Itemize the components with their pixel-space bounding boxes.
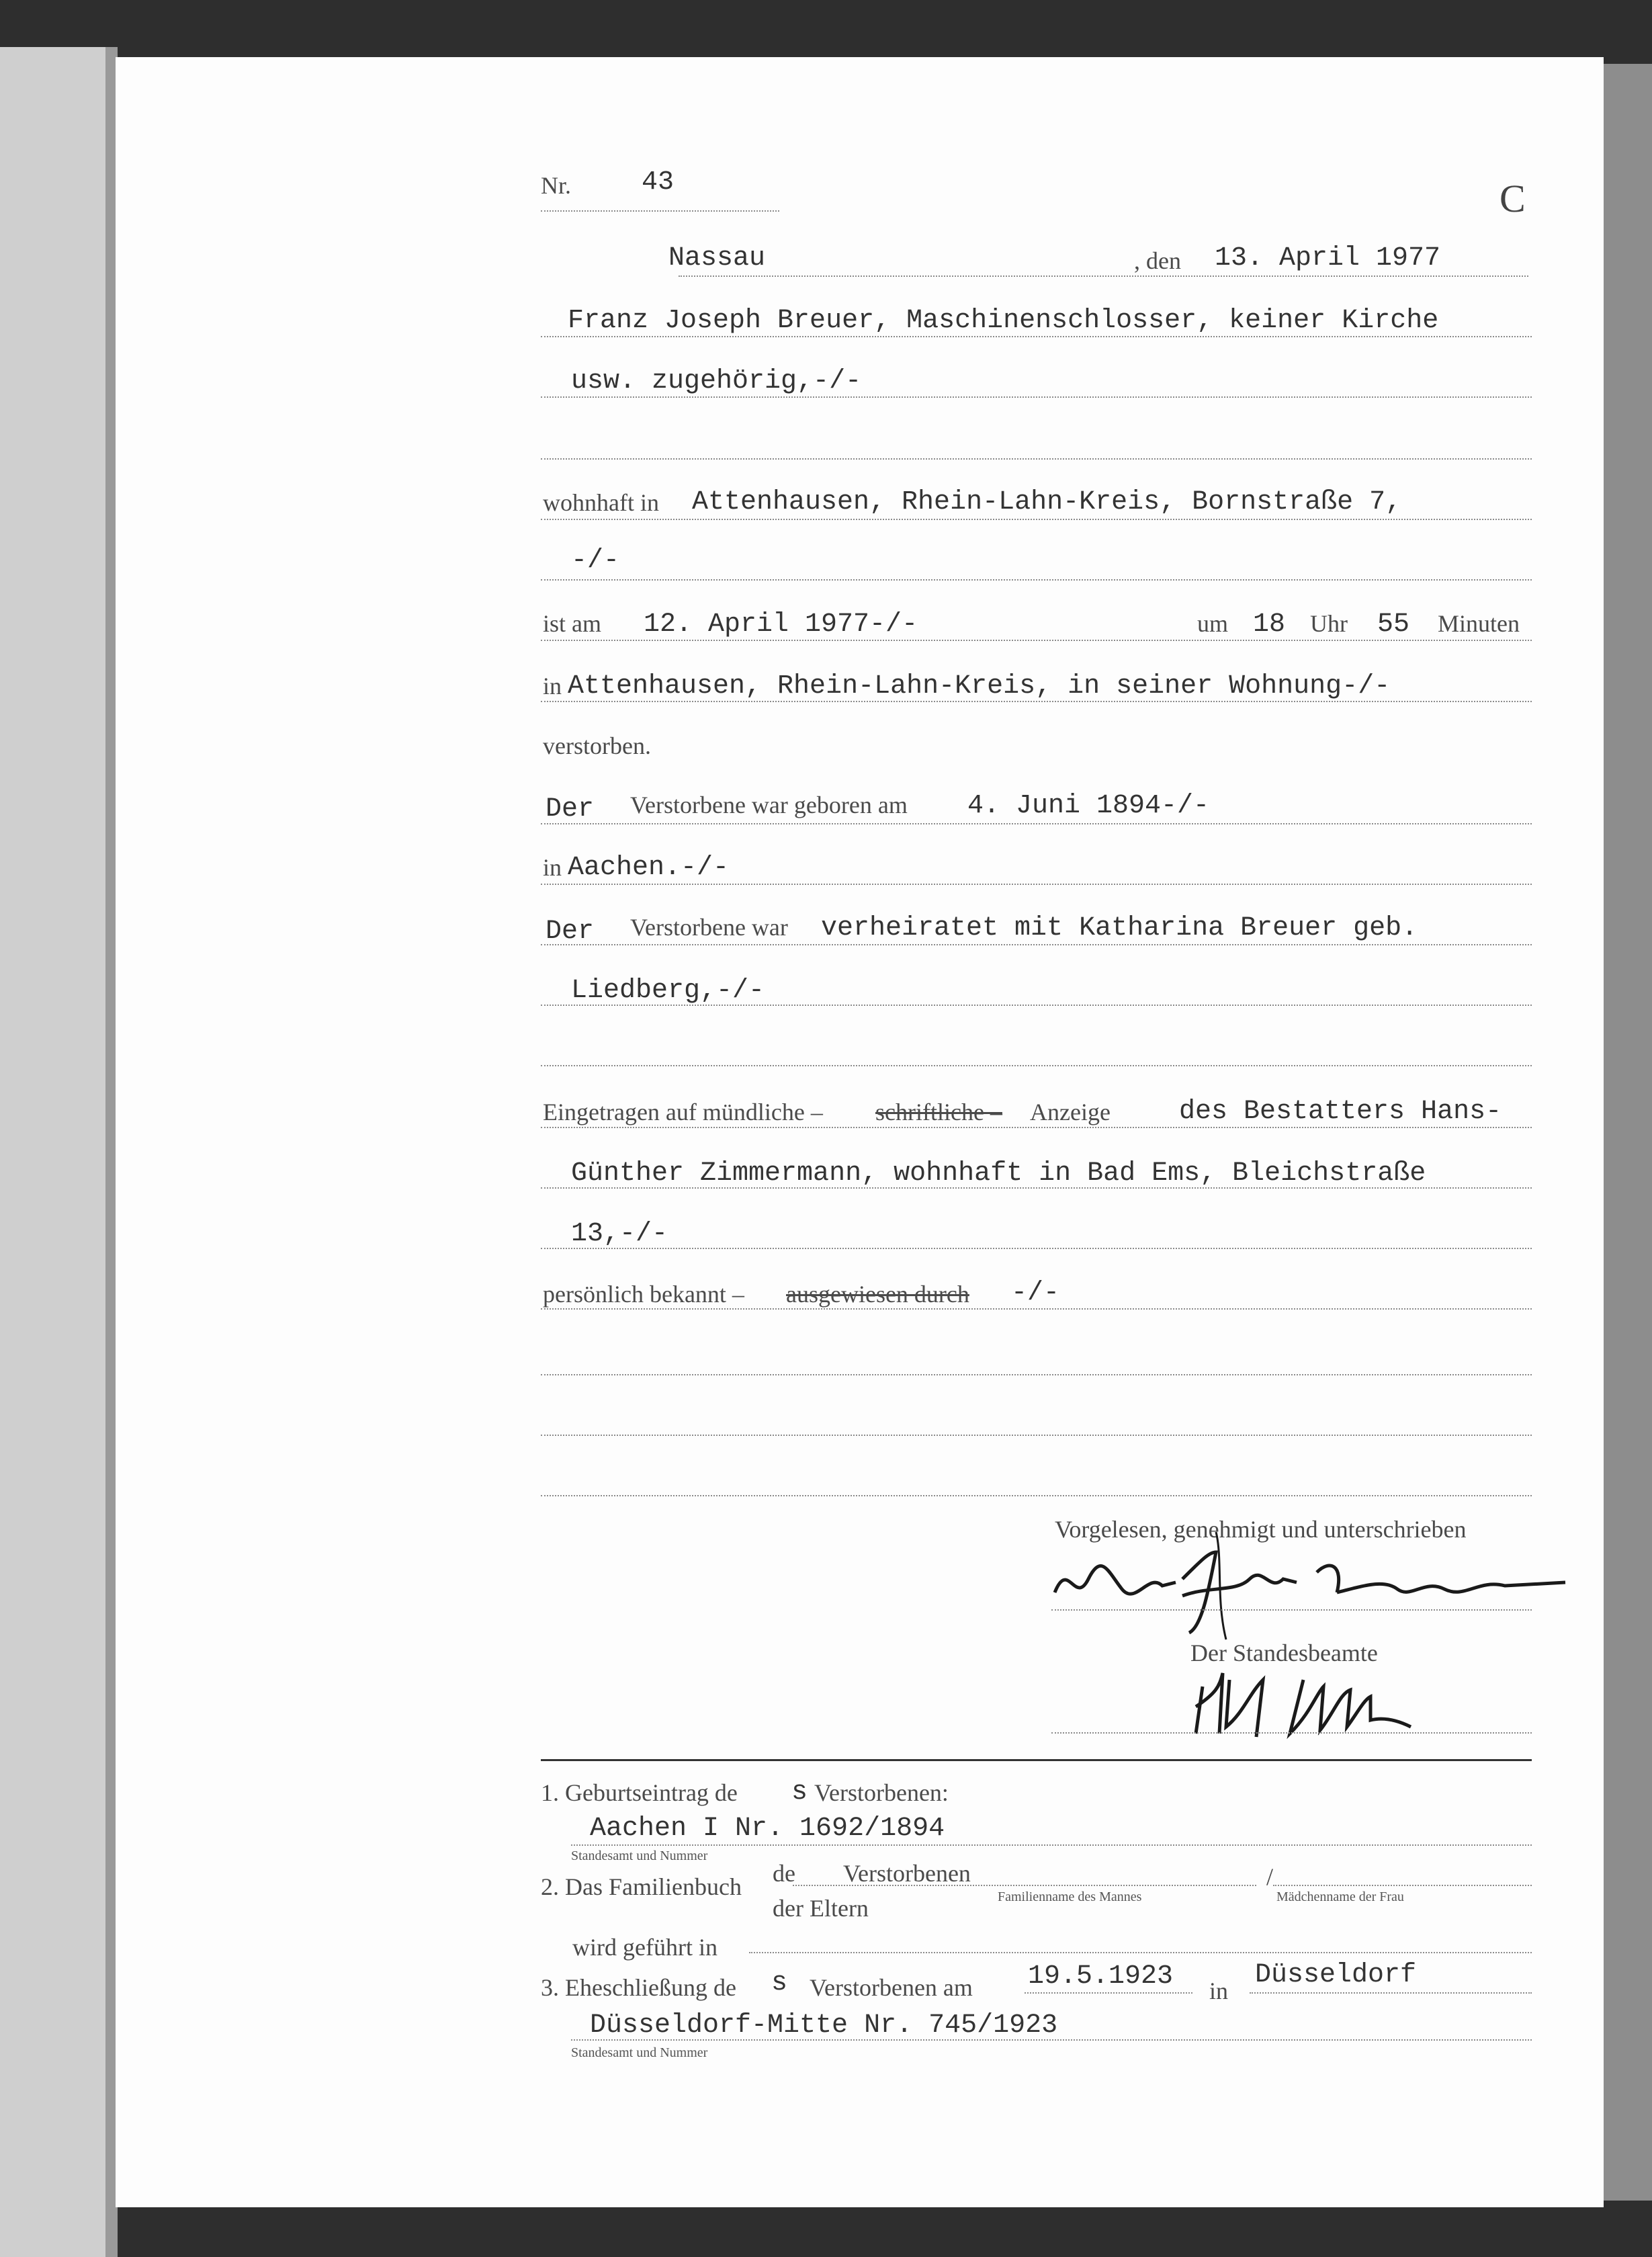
right-page-edge [1599, 64, 1652, 2201]
birth-place: Aachen.-/- [568, 853, 730, 883]
eingetragen-label: Eingetragen auf mündliche – [543, 1099, 823, 1125]
minuten-label: Minuten [1438, 610, 1520, 637]
deceased-line-1: Franz Joseph Breuer, Maschinenschlosser, keiner Kirche [568, 306, 1439, 336]
informant-line-3: 13,-/- [571, 1219, 668, 1249]
line-14 [541, 1187, 1532, 1189]
note3-line [571, 2039, 1532, 2041]
in-label: in [543, 673, 562, 699]
death-hour: 18 [1253, 609, 1286, 640]
line-9 [541, 884, 1532, 885]
verstorbene-war-label: Verstorbene war [630, 914, 788, 941]
death-place: Attenhausen, Rhein-Lahn-Kreis, in seiner Wohnung-/- [568, 671, 1391, 701]
line-10 [541, 944, 1532, 945]
birth-date: 4. Juni 1894-/- [967, 791, 1210, 821]
married-line-2: Liedberg,-/- [571, 976, 765, 1006]
marriage-registry: Düsseldorf-Mitte Nr. 745/1923 [590, 2010, 1058, 2041]
note2-de: de [773, 1860, 795, 1887]
register-date: 13. April 1977 [1215, 243, 1441, 273]
line-8 [541, 823, 1532, 824]
place: Nassau [668, 243, 766, 273]
in-label-2: in [543, 854, 562, 881]
note2-line [793, 1885, 1256, 1886]
gefuehrt-line [749, 1952, 1532, 1953]
death-date: 12. April 1977-/- [644, 609, 918, 640]
note2-eltern: der Eltern [773, 1895, 869, 1922]
note3-s: s [771, 1968, 788, 1998]
maedchenname-label: Mädchenname der Frau [1276, 1889, 1404, 1904]
sign-line-1 [1051, 1609, 1532, 1611]
informant-signature [1048, 1532, 1572, 1639]
left-page-edge [0, 47, 118, 2257]
note3-in: in [1209, 1977, 1229, 2004]
schriftliche-struck: schriftliche – [875, 1099, 1002, 1125]
note3-rest: Verstorbenen am [810, 1974, 973, 2001]
note2-value: Verstorbenen [843, 1860, 971, 1887]
vorgelesen-label: Vorgelesen, genehmigt und unterschrieben [1055, 1516, 1467, 1543]
marriage-date: 19.5.1923 [1028, 1961, 1174, 1992]
ausgewiesen-struck: ausgewiesen durch [786, 1281, 969, 1308]
note1-label: 1. Geburtseintrag de [541, 1779, 738, 1806]
form-code: C [1499, 177, 1526, 220]
standesamt-nummer-label-2: Standesamt und Nummer [571, 2045, 708, 2060]
standesamt-nummer-label: Standesamt und Nummer [571, 1848, 708, 1863]
address-line-1: Attenhausen, Rhein-Lahn-Kreis, Bornstraße 7, [692, 487, 1402, 517]
line-17 [541, 1374, 1532, 1375]
line-6 [541, 640, 1532, 641]
address-line-2: -/- [571, 546, 620, 576]
den-label: , den [1134, 247, 1181, 274]
marriage-date-line [1025, 1992, 1192, 1994]
line-1 [541, 336, 1532, 337]
nr-label: Nr. [541, 172, 571, 199]
informant-line-2: Günther Zimmermann, wohnhaft in Bad Ems, Bleichstraße [571, 1158, 1426, 1189]
anzeige-label: Anzeige [1030, 1099, 1111, 1125]
der-1: Der [546, 794, 595, 824]
line-19 [541, 1495, 1532, 1496]
sign-line-2 [1051, 1732, 1532, 1734]
line-13 [541, 1127, 1532, 1128]
line-15 [541, 1248, 1532, 1249]
wohnhaft-label: wohnhaft in [543, 489, 659, 516]
bekannt-label: persönlich bekannt – [543, 1281, 744, 1308]
line-5 [541, 579, 1532, 581]
um-label: um [1197, 610, 1229, 637]
note1-line [571, 1844, 1532, 1846]
nr-line [541, 210, 779, 212]
marriage-place-line [1250, 1992, 1532, 1994]
line-12 [541, 1065, 1532, 1066]
line-11 [541, 1005, 1532, 1006]
death-minutes: 55 [1377, 609, 1410, 640]
line-2 [541, 396, 1532, 398]
line-18 [541, 1435, 1532, 1436]
nr-value: 43 [642, 167, 675, 198]
geboren-label: Verstorbene war geboren am [630, 792, 908, 818]
birth-registry: Aachen I Nr. 1692/1894 [590, 1814, 945, 1844]
verstorben-label: verstorben. [543, 732, 651, 759]
line-16 [541, 1308, 1532, 1310]
footer-rule [541, 1759, 1532, 1761]
ist-am-label: ist am [543, 610, 601, 637]
line-7 [541, 701, 1532, 702]
place-date-line [679, 275, 1528, 277]
marriage-place: Düsseldorf [1255, 1960, 1417, 1990]
informant-line-1: des Bestatters Hans- [1179, 1097, 1502, 1127]
familienname-mann-label: Familienname des Mannes [998, 1889, 1142, 1904]
line-3 [541, 458, 1532, 460]
line-4 [541, 519, 1532, 520]
note2-label: 2. Das Familienbuch [541, 1873, 742, 1900]
note1-s: s [791, 1777, 808, 1807]
note2-line-b [1273, 1885, 1532, 1886]
note1-rest: Verstorbenen: [814, 1779, 949, 1806]
standesbeamte-label: Der Standesbeamte [1190, 1639, 1378, 1666]
gefuehrt-label: wird geführt in [572, 1934, 718, 1961]
uhr-label: Uhr [1310, 610, 1348, 637]
married-line-1: verheiratet mit Katharina Breuer geb. [821, 913, 1418, 943]
der-2: Der [546, 917, 595, 947]
note2-slash: / [1266, 1863, 1274, 1890]
bekannt-value: -/- [1011, 1278, 1060, 1308]
note3-label: 3. Eheschließung de [541, 1974, 736, 2001]
deceased-line-2: usw. zugehörig,-/- [571, 366, 862, 396]
